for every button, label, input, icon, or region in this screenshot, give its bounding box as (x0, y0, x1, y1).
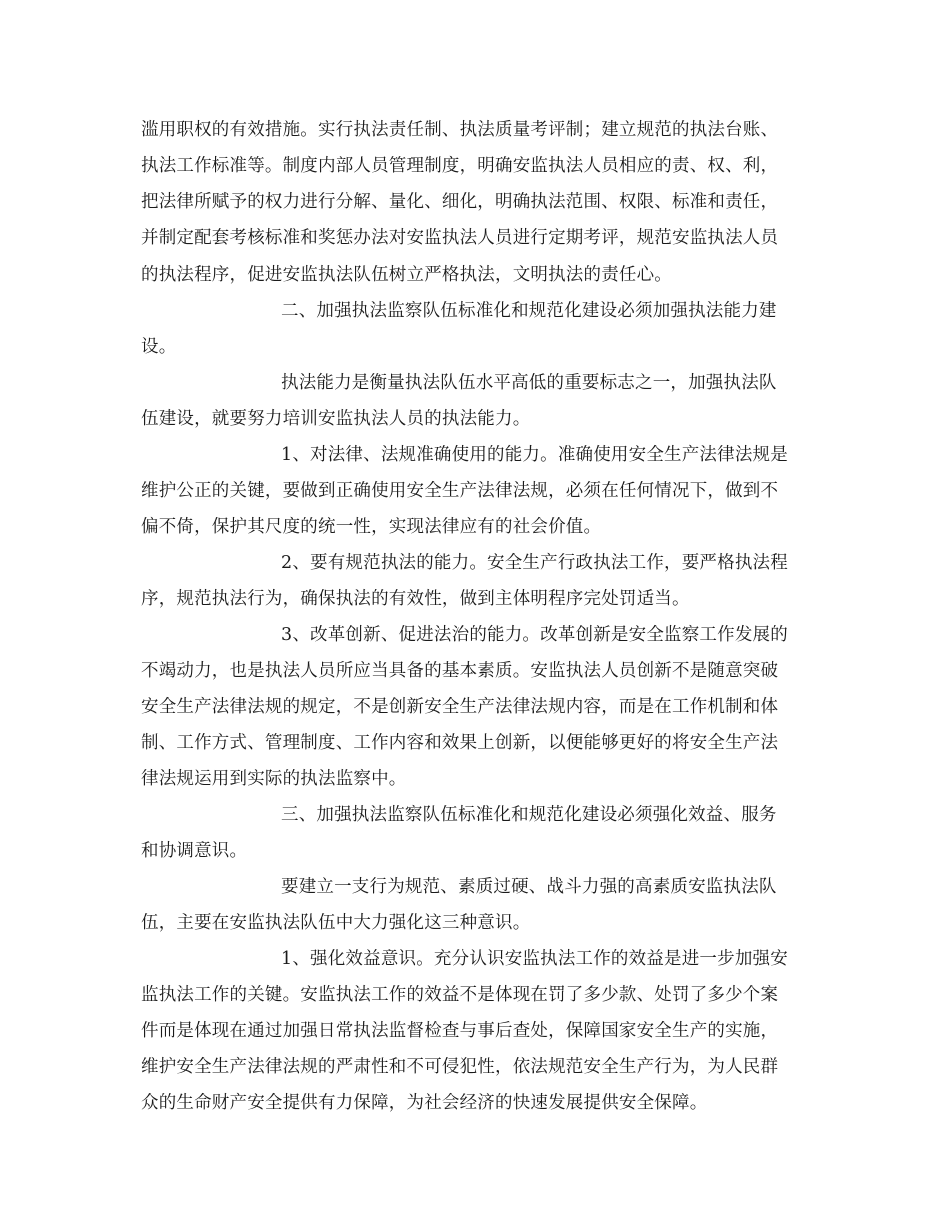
text-line: 维护公正的关键，要做到正确使用安全生产法律法规，必须在任何情况下，做到不 (141, 481, 779, 501)
text-line: 维护安全生产法律法规的严肃性和不可侵犯性，依法规范安全生产行为，为人民群 (141, 1057, 779, 1077)
text-line: 执法能力是衡量执法队伍水平高低的重要标志之一，加强执法队 (281, 373, 777, 393)
text-line: 序，规范执法行为，确保执法的有效性，做到主体明程序完处罚适当。 (141, 589, 690, 609)
section-heading: 三、加强执法监察队伍标准化和规范化建设必须强化效益、服务 (281, 805, 777, 825)
text-line: 的执法程序，促进安监执法队伍树立严格执法，文明执法的责任心。 (141, 265, 672, 285)
text-line: 1、强化效益意识。充分认识安监执法工作的效益是进一步加强安 (281, 949, 788, 969)
text-line: 件而是体现在通过加强日常执法监督检查与事后查处，保障国家安全生产的实施， (141, 1021, 779, 1041)
text-line: 要建立一支行为规范、素质过硬、战斗力强的高素质安监执法队 (281, 877, 777, 897)
text-line: 执法工作标准等。制度内部人员管理制度，明确安监执法人员相应的责、权、利， (141, 156, 779, 176)
text-line: 1、对法律、法规准确使用的能力。准确使用安全生产法律法规是 (281, 445, 788, 465)
text-line: 律法规运用到实际的执法监察中。 (141, 769, 407, 789)
text-line: 监执法工作的关键。安监执法工作的效益不是体现在罚了多少款、处罚了多少个案 (141, 985, 779, 1005)
section-heading-continuation: 和协调意识。 (141, 841, 248, 861)
text-line: 2、要有规范执法的能力。安全生产行政执法工作，要严格执法程 (281, 553, 788, 573)
text-line: 伍建设，就要努力培训安监执法人员的执法能力。 (141, 409, 531, 429)
text-line: 伍，主要在安监执法队伍中大力强化这三种意识。 (141, 913, 531, 933)
section-heading: 二、加强执法监察队伍标准化和规范化建设必须加强执法能力建 (281, 301, 777, 321)
text-line: 滥用职权的有效措施。实行执法责任制、执法质量考评制；建立规范的执法台账、 (141, 120, 779, 140)
text-line: 3、改革创新、促进法治的能力。改革创新是安全监察工作发展的 (281, 625, 788, 645)
text-line: 不竭动力，也是执法人员所应当具备的基本素质。安监执法人员创新不是随意突破 (141, 661, 779, 681)
text-line: 安全生产法律法规的规定，不是创新安全生产法律法规内容，而是在工作机制和体 (141, 697, 779, 717)
text-line: 偏不倚，保护其尺度的统一性，实现法律应有的社会价值。 (141, 517, 602, 537)
text-line: 并制定配套考核标准和奖惩办法对安监执法人员进行定期考评，规范安监执法人员 (141, 228, 779, 248)
section-heading-continuation: 设。 (141, 337, 177, 357)
text-line: 把法律所赋予的权力进行分解、量化、细化，明确执法范围、权限、标准和责任， (141, 192, 779, 212)
text-line: 众的生命财产安全提供有力保障，为社会经济的快速发展提供安全保障。 (141, 1093, 708, 1113)
text-line: 制、工作方式、管理制度、工作内容和效果上创新，以便能够更好的将安全生产法 (141, 733, 779, 753)
